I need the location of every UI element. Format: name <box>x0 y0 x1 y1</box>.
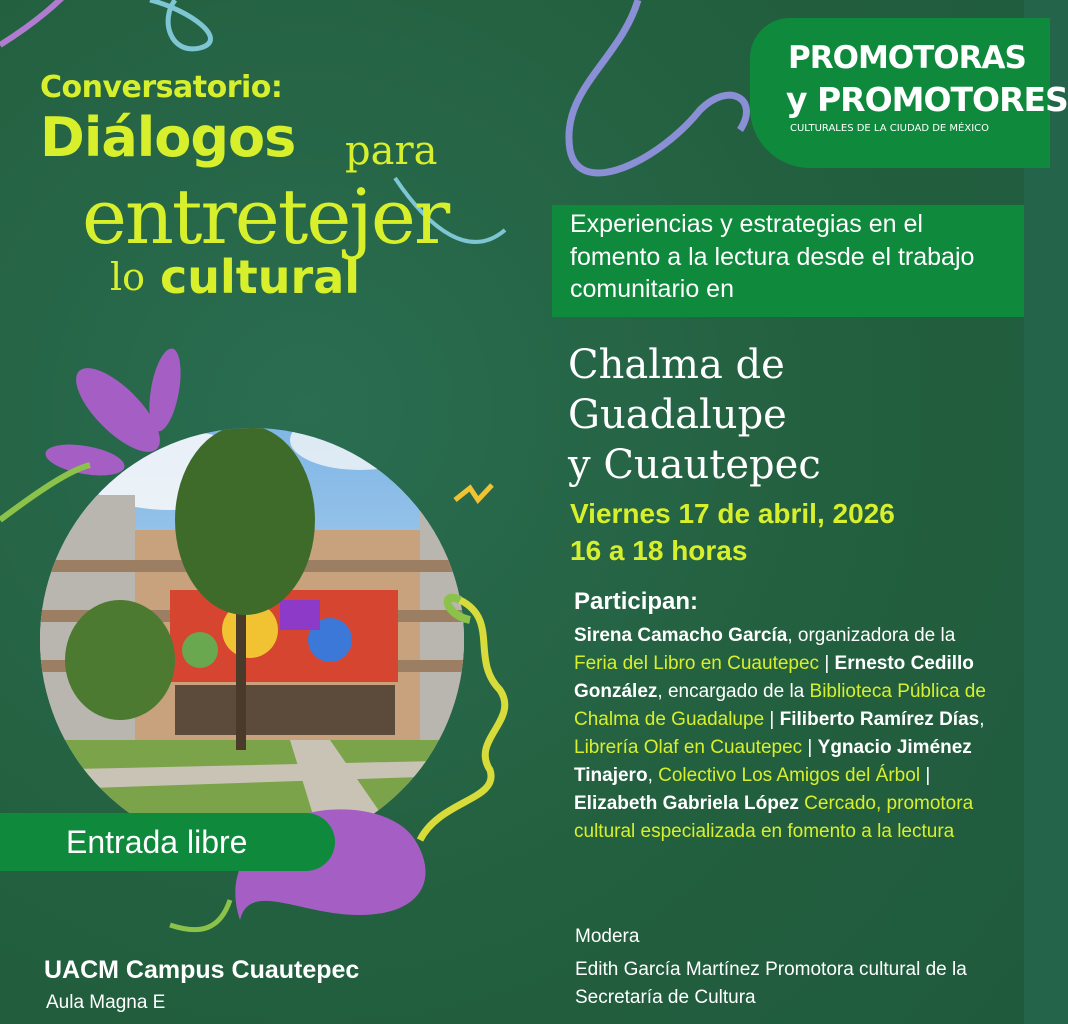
title-conversatorio: Conversatorio: <box>40 70 283 105</box>
entry-text: Entrada libre <box>66 824 248 860</box>
participant-name: Filiberto Ramírez Días <box>779 709 980 730</box>
moderator-text: Edith García Martínez Promotora cultural de la Secretaría de Cultura <box>575 959 967 1008</box>
participant-organization: Cercado, promotora cultural especializada en fomento a la lectura <box>574 793 974 842</box>
participant-name: Ernesto Cedillo González <box>574 653 974 702</box>
logo-line-3: CULTURALES DE LA CIUDAD DE MÉXICO <box>790 123 990 134</box>
moderator-label: Modera <box>575 926 640 947</box>
participant-organization: Feria del Libro en Cuautepec <box>574 653 820 674</box>
participant-organization: Colectivo Los Amigos del Árbol <box>658 765 921 786</box>
event-time: 16 a 18 horas <box>570 535 748 566</box>
spark-line <box>455 485 492 500</box>
venue-room: Aula Magna E <box>46 992 166 1013</box>
participant-organization: Biblioteca Pública de Chalma de Guadalupe <box>574 681 986 730</box>
participant-name: Elizabeth Gabriela López <box>574 793 799 814</box>
venue-name: UACM Campus Cuautepec <box>44 956 360 984</box>
logo-line-2: y PROMOTORES <box>786 80 1068 119</box>
stem-line <box>170 900 230 930</box>
participants-list: Sirena Camacho García, organizadora de la Feria del Libro en Cuautepec | Ernesto Cedillo González, encargado de la Biblioteca Pública de Chalma de Guadalupe | Filiberto Ramírez Días, Librería Olaf en Cuautepec | Ygnacio Jiménez Tinajero, Colectivo Los Amigos del Árbol | Elizabeth Gabriela López Cercado, promotora cultural especializada en fomento a la lectura <box>574 625 986 842</box>
place-name: Chalma de Guadalupe y Cuautepec <box>568 342 821 488</box>
swirl-line <box>569 0 747 173</box>
participant-name: Sirena Camacho García <box>574 625 788 646</box>
title-lo: lo <box>110 255 146 299</box>
swirl-line <box>150 0 210 49</box>
stem-line <box>0 465 90 520</box>
title-dialogos: Diálogos <box>40 106 296 169</box>
subtitle-text: Experiencias y estrategias en el fomento a la lectura desde el trabajo comunitario en <box>570 210 975 303</box>
participant-name: Ygnacio Jiménez Tinajero <box>574 737 972 786</box>
participant-organization: Librería Olaf en Cuautepec <box>574 737 803 758</box>
title-entretejer: entretejer <box>82 172 449 261</box>
building-photo <box>30 410 480 870</box>
logo-line-1: PROMOTORAS <box>788 40 1026 76</box>
swirl-line <box>0 0 70 45</box>
title-cultural: cultural <box>160 250 361 304</box>
participants-heading: Participan: <box>574 588 699 615</box>
title-para: para <box>345 128 438 174</box>
leaf-shape <box>43 439 127 480</box>
event-date: Viernes 17 de abril, 2026 <box>570 498 895 529</box>
